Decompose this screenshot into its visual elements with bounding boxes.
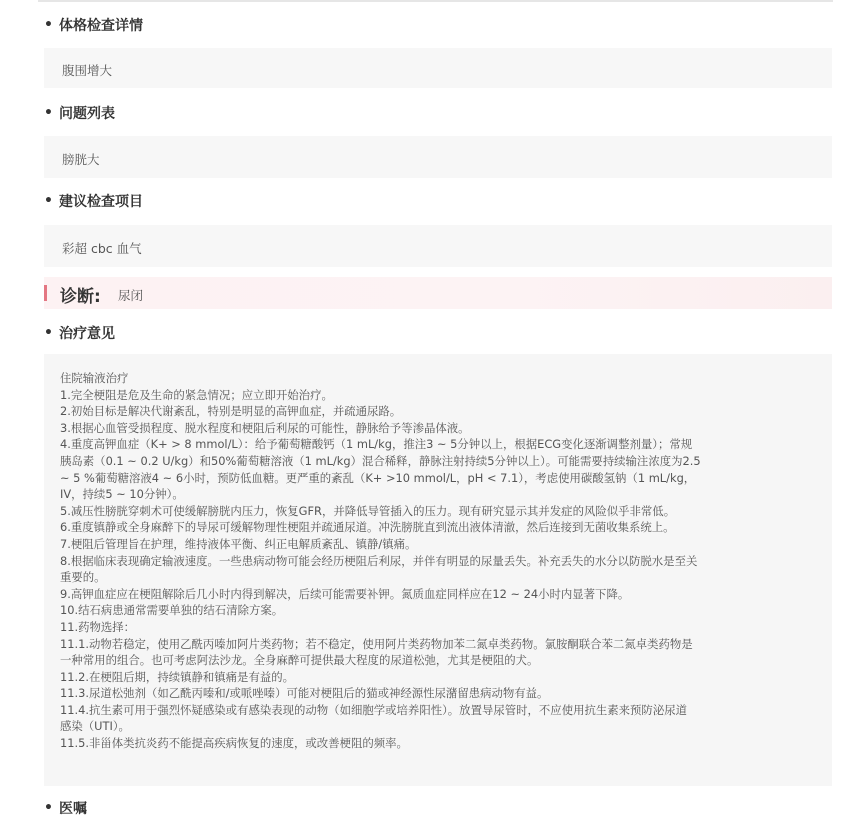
treatment-line: 4.重度高钾血症（K+ > 8 mmol/L）：给予葡萄糖酸钙（1 mL/kg，推注3 ~ 5分钟以上，根据ECG变化逐渐调整剂量）；常规	[60, 437, 693, 452]
treatment-line: 11.药物选择：	[60, 619, 136, 634]
problems-section-heading	[44, 102, 115, 124]
problems-panel	[44, 136, 832, 178]
top-divider	[38, 0, 833, 2]
diagnosis-bar	[44, 277, 832, 309]
diagnosis-accent-mark	[44, 285, 47, 301]
treatment-line: 一种常用的组合。也可考虑阿法沙龙。全身麻醉可提供最大程度的尿道松弛，尤其是梗阻的犬。	[60, 653, 539, 668]
treatment-section-heading	[44, 322, 115, 344]
treatment-line: 重要的。	[60, 570, 106, 585]
suggested-panel	[44, 225, 832, 267]
bullet-icon: •	[44, 325, 53, 341]
treatment-line: 9.高钾血症应在梗阻解除后几小时内得到解决，后续可能需要补钾。氮质血症同样应在12 ~ 24小时内显著下降。	[60, 586, 630, 601]
treatment-line: 11.4.抗生素可用于强烈怀疑感染或有感染表现的动物（如细胞学或培养阳性）。放置导尿管时，不应使用抗生素来预防泌尿道	[60, 702, 687, 717]
treatment-text	[60, 370, 820, 752]
suggested-content: 彩超 cbc 血气	[62, 241, 142, 256]
treatment-line: 1.完全梗阻是危及生命的紧急情况；应立即开始治疗。	[60, 387, 333, 402]
problems-content: 膀胱大	[62, 152, 100, 167]
treatment-line: 8.根据临床表现确定输液速度。一些患病动物可能会经历梗阻后利尿，并伴有明显的尿量丢失。补充丢失的水分以防脱水是至关	[60, 553, 698, 568]
bullet-icon: •	[44, 193, 53, 209]
treatment-line: 住院输液治疗	[60, 371, 129, 385]
suggested-section-heading	[44, 190, 143, 212]
treatment-line: 11.5.非甾体类抗炎药不能提高疾病恢复的速度，或改善梗阻的频率。	[60, 736, 408, 751]
treatment-line: 11.3.尿道松弛剂（如乙酰丙嗪和/或哌唑嗪）可能对梗阻后的猫或神经源性尿潴留患病动物有益。	[60, 686, 549, 701]
exam-panel	[44, 48, 832, 88]
exam-heading-label: 体格检查详情	[58, 18, 143, 34]
treatment-line: 6.重度镇静或全身麻醉下的导尿可缓解物理性梗阻并疏通尿道。冲洗膀胱直到流出液体清澈，然后连接到无菌收集系统上。	[60, 520, 675, 535]
treatment-line: 11.1.动物若稳定，使用乙酰丙嗪加阿片类药物；若不稳定，使用阿片类药物加苯二氮卓类药物。氯胺酮联合苯二氮卓类药物是	[60, 636, 693, 651]
treatment-line: ~ 5 %葡萄糖溶液4 ~ 6小时，预防低血糖。更严重的紊乱（K+ >10 mmol/L，pH < 7.1），考虑使用碳酸氢钠（1 mL/kg，	[60, 470, 696, 485]
treatment-panel	[44, 354, 832, 786]
bullet-icon: •	[44, 105, 53, 121]
treatment-line: 7.梗阻后管理旨在护理，维持液体平衡、纠正电解质紊乱、镇静/镇痛。	[60, 536, 417, 551]
treatment-line: 11.2.在梗阻后期，持续镇静和镇痛是有益的。	[60, 669, 295, 684]
diagnosis-label: 诊断:	[60, 287, 101, 307]
bullet-icon: •	[44, 17, 53, 33]
orders-heading-label: 医嘱	[58, 801, 87, 817]
bullet-icon: •	[44, 800, 53, 816]
problems-heading-label: 问题列表	[58, 106, 115, 122]
treatment-heading-label: 治疗意见	[58, 326, 115, 342]
orders-section-heading	[44, 797, 87, 819]
treatment-line: 2.初始目标是解决代谢紊乱，特别是明显的高钾血症，并疏通尿路。	[60, 404, 402, 419]
treatment-line: 10.结石病患通常需要单独的结石清除方案。	[60, 603, 284, 618]
suggested-heading-label: 建议检查项目	[58, 194, 143, 210]
treatment-line: 胰岛素（0.1 ~ 0.2 U/kg）和50%葡萄糖溶液（1 mL/kg）混合稀释，静脉注射持续5分钟以上）。可能需要持续输注浓度为2.5	[60, 453, 701, 468]
treatment-line: 3.根据心血管受损程度、脱水程度和梗阻后利尿的可能性，静脉给予等渗晶体液。	[60, 420, 470, 435]
treatment-line: 5.减压性膀胱穿刺术可使缓解膀胱内压力，恢复GFR，并降低导管插入的压力。现有研究显示其并发症的风险似乎非常低。	[60, 503, 676, 518]
treatment-line: IV，持续5 ~ 10分钟）。	[60, 487, 184, 502]
exam-content: 腹围增大	[62, 63, 113, 78]
diagnosis-value: 尿闭	[118, 288, 144, 303]
treatment-line: 感染（UTI）。	[60, 719, 130, 734]
exam-section-heading	[44, 14, 143, 36]
